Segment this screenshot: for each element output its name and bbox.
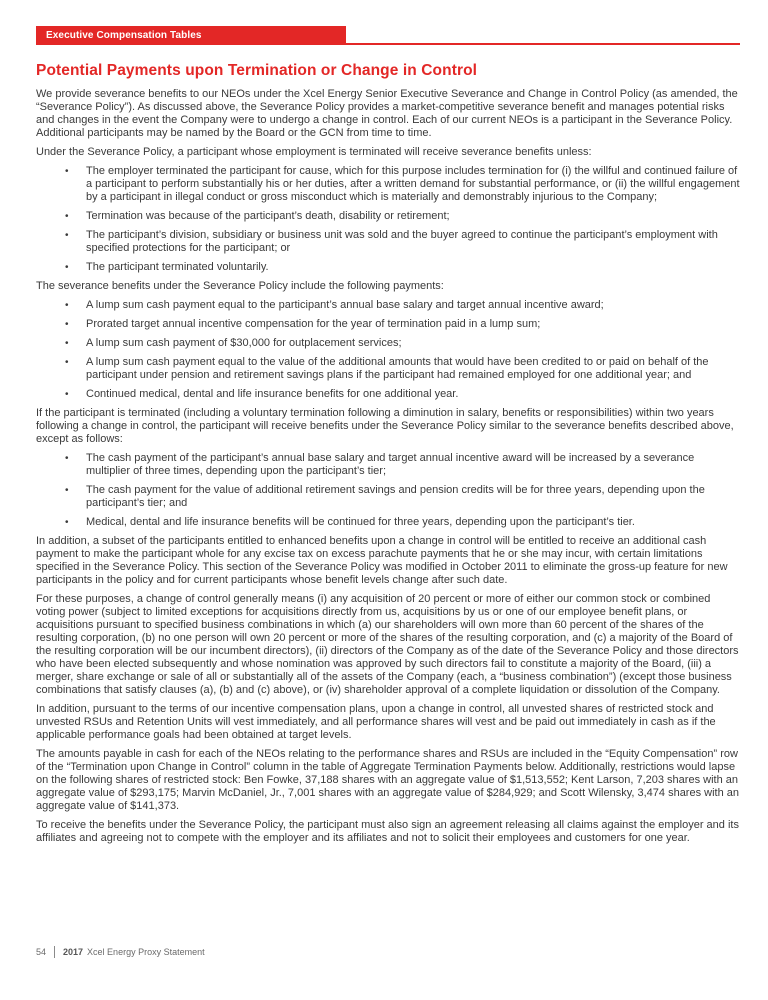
- list-item: [36, 388, 740, 401]
- paragraph-vesting: In addition, pursuant to the terms of our incentive compensation plans, upon a change in control, all unvested shares of restricted stock and unvested RSUs and Retention Units will vest immediately, and all performance shares will vest and be paid out immediately in cash as if the applicable performance goals had been obtained at target levels.: [36, 703, 716, 741]
- bullet-icon: •: [65, 211, 69, 222]
- page-footer: [36, 946, 205, 958]
- list-item-text: The cash payment of the participant’s annual base salary and target annual incentive award will be increased by a severance multiplier of three times, depending upon the participant’s tier;: [86, 452, 695, 477]
- paragraph-release-agreement: To receive the benefits under the Severance Policy, the participant must also sign an agreement releasing all claims against the employer and its affiliates and agreeing not to compete with the employer and its affiliates and not to solicit their employees and customers for one year.: [36, 819, 739, 844]
- bullet-icon: •: [65, 166, 69, 177]
- bullet-icon: •: [65, 262, 69, 273]
- paragraph-exclusions-lead: Under the Severance Policy, a participant whose employment is terminated will receive severance benefits unless:: [36, 146, 592, 158]
- bullet-icon: •: [65, 319, 69, 330]
- list-item-text: The participant’s division, subsidiary or business unit was sold and the buyer agreed to continue the participant’s employment with specified protections for the participant; or: [86, 229, 718, 254]
- bullet-icon: •: [65, 357, 69, 368]
- bullet-icon: •: [65, 517, 69, 528]
- list-item-text: Prorated target annual incentive compensation for the year of termination paid in a lump sum;: [86, 318, 541, 330]
- list-item: [36, 261, 740, 274]
- list-item: [36, 356, 740, 382]
- cic-modifications-list: [36, 452, 740, 529]
- list-item-text: Termination was because of the participant’s death, disability or retirement;: [86, 210, 450, 222]
- bullet-icon: •: [65, 389, 69, 400]
- paragraph-change-of-control-definition: For these purposes, a change of control generally means (i) any acquisition of 20 percent or more of either our common stock or combined voting power (subject to limited exceptions for acquisitions directly from us, acquisitions by us or one of our employee benefit plans, or acquisitions pursuant to specified business combinations in which (a) our shareholders will own more than 60 percent of the shares of the resulting corporation, (b) no one person will own 20 percent or more of the shares of the resulting corporation, and (c) a majority of the Board of the resulting corporation will be our incumbent directors), (ii) directors of the Company as of the date of the Severance Policy and those directors who have been elected subsequently and whose nomination was approved by such directors fail to constitute a majority of the Board, (iii) a merger, share exchange or sale of all or substantially all of the assets of the Company (each, a “business combination”) (except those business combinations that satisfy clauses (a), (b) and (c) above), or (iv) shareholder approval of a complete liquidation or dissolution of the Company.: [36, 593, 739, 696]
- list-item-text: A lump sum cash payment equal to the participant’s annual base salary and target annual incentive award;: [86, 299, 604, 311]
- section-header-banner: [36, 26, 346, 45]
- list-item-text: Continued medical, dental and life insurance benefits for one additional year.: [86, 388, 459, 400]
- footer-year: 2017: [63, 947, 84, 957]
- page-title: Potential Payments upon Termination or Change in Control: [36, 62, 478, 79]
- page-number: 54: [36, 947, 47, 957]
- paragraph-cic-lead: If the participant is terminated (including a voluntary termination following a diminution in salary, benefits or responsibilities) within two years following a change in control, the participant will receive benefits under the Severance Policy similar to the severance benefits described above, except as follows:: [36, 407, 734, 445]
- list-item-text: A lump sum cash payment equal to the value of the additional amounts that would have been credited to or paid on behalf of the participant under pension and retirement savings plans if the participant had remained employed for one additional year; and: [86, 356, 709, 381]
- paragraph-excise-tax: In addition, a subset of the participants entitled to enhanced benefits upon a change in control will be entitled to receive an additional cash payment to make the participant whole for any excise tax on excess parachute payments that he or she may incur, with certain limitations specified in the Severance Policy. This section of the Severance Policy was modified in October 2011 to eliminate the gross-up feature for new participants in the policy and for current participants whose benefit levels change after such date.: [36, 535, 728, 586]
- paragraph-amounts-payable: The amounts payable in cash for each of the NEOs relating to the performance shares and RSUs are included in the “Equity Compensation” row of the “Termination upon Change in Control” column in the table of Aggregate Termination Payments below. Additionally, restrictions would lapse on the following shares of restricted stock: Ben Fowke, 37,188 shares with an aggregate value of $1,513,552; Kent Larson, 7,203 shares with an aggregate value of $293,175; Marvin McDaniel, Jr., 7,001 shares with an aggregate value of $284,929; and Scott Wilensky, 3,474 shares with an aggregate value of $141,373.: [36, 748, 740, 812]
- list-item: [36, 337, 740, 350]
- bullet-icon: •: [65, 453, 69, 464]
- list-item: [36, 299, 740, 312]
- list-item: [36, 165, 740, 204]
- list-item-text: A lump sum cash payment of $30,000 for outplacement services;: [86, 337, 402, 349]
- section-header-rule: [36, 26, 740, 45]
- list-item: [36, 452, 740, 478]
- list-item-text: The cash payment for the value of additional retirement savings and pension credits will be for three years, depending upon the participant’s tier; and: [86, 484, 705, 509]
- list-item-text: The employer terminated the participant for cause, which for this purpose includes termination for (i) the willful and continued failure of a participant to perform substantially his or her duties, after a written demand for substantial performance, or (ii) the willful engagement by a participant in illegal conduct or gross misconduct which is materially and demonstrably injurious to the Company;: [86, 165, 740, 203]
- bullet-icon: •: [65, 338, 69, 349]
- section-header-label: Executive Compensation Tables: [46, 30, 202, 41]
- list-item-text: Medical, dental and life insurance benefits will be continued for three years, depending upon the participant’s tier.: [86, 516, 635, 528]
- severance-payments-list: [36, 299, 740, 401]
- list-item: [36, 516, 740, 529]
- paragraph-intro: We provide severance benefits to our NEOs under the Xcel Energy Senior Executive Severance and Change in Control Policy (as amended, the “Severance Policy”). As discussed above, the Severance Policy provides a market-competitive severance benefit and manages potential risks and changes in the event the Company were to undergo a change in control. Each of our current NEOs is a participant in the Severance Policy. Additional participants may be named by the Board or the GCN from time to time.: [36, 88, 738, 139]
- footer-divider: [54, 946, 55, 958]
- document-body: [36, 62, 740, 851]
- list-item: [36, 484, 740, 510]
- list-item: [36, 318, 740, 331]
- bullet-icon: •: [65, 300, 69, 311]
- footer-publication: Xcel Energy Proxy Statement: [87, 947, 205, 957]
- termination-exclusions-list: [36, 165, 740, 274]
- list-item-text: The participant terminated voluntarily.: [86, 261, 269, 273]
- bullet-icon: •: [65, 485, 69, 496]
- list-item: [36, 229, 740, 255]
- bullet-icon: •: [65, 230, 69, 241]
- list-item: [36, 210, 740, 223]
- paragraph-payments-lead: The severance benefits under the Severance Policy include the following payments:: [36, 280, 444, 292]
